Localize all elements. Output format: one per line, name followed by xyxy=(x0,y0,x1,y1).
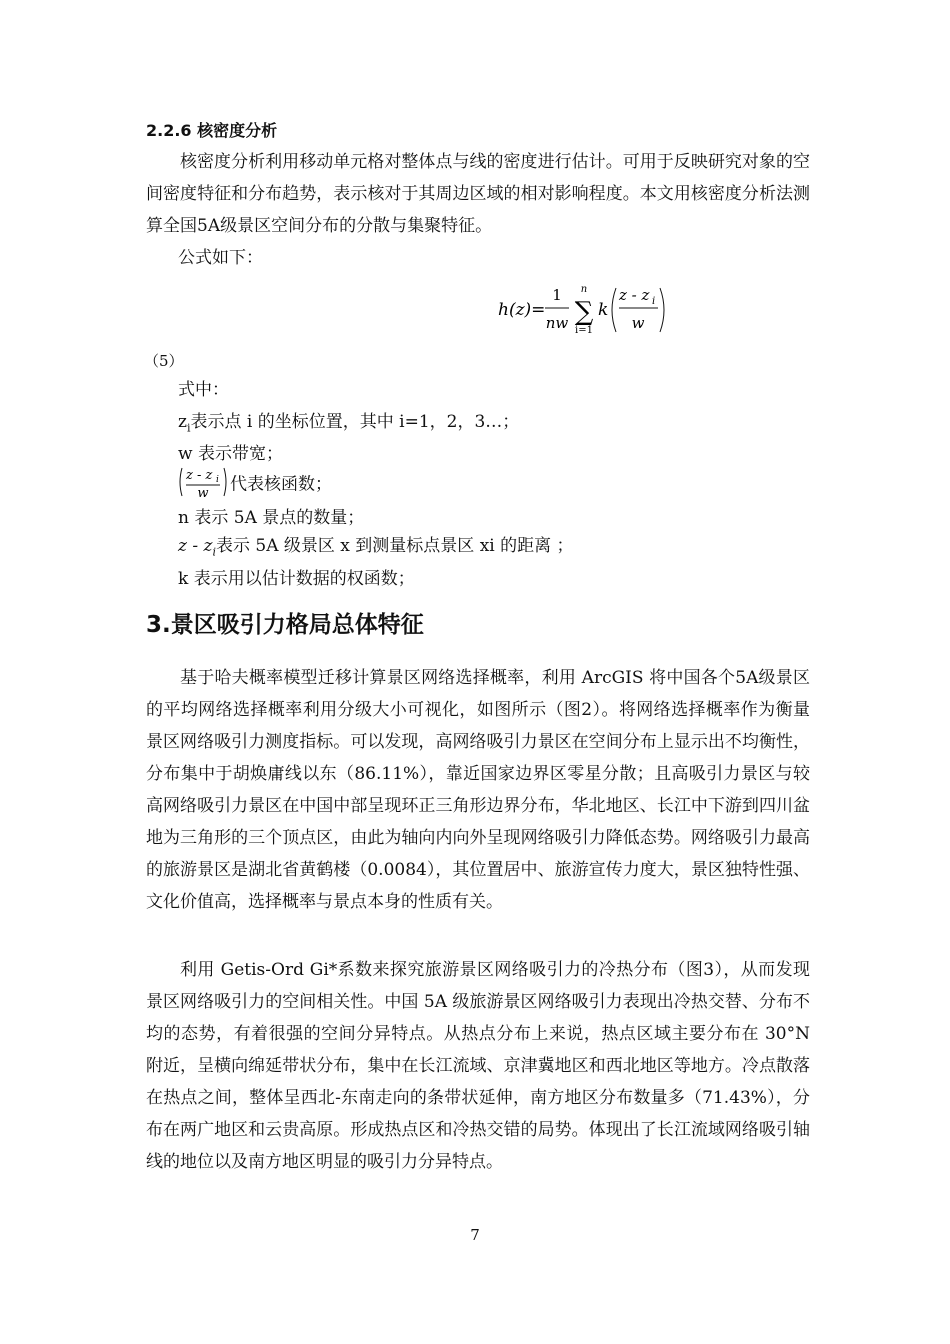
equation-number: （5） xyxy=(144,352,184,370)
formula-svg xyxy=(498,282,678,338)
page-number: 7 xyxy=(470,1226,480,1244)
definition-distance-sub: i xyxy=(212,545,216,559)
formula-kernel: k xyxy=(598,300,609,320)
kernel-den: w xyxy=(197,486,209,498)
definition-kernel-fraction xyxy=(178,466,230,498)
paragraph-1-text: 基于哈夫概率模型迁移计算景区网络选择概率，利用 ArcGIS 将中国各个5A级景区的平均网络选择概率利用分级大小可视化，如图所示（图2）。将网络选择概率作为衡量景区网络吸引力测度指标。可以发现，高网络吸引力景区在空间分布上显示出不均衡性，分布集中于胡焕庸线以东（86.11%），靠近国家边界区零星分散；且高吸引力景区与较高网络吸引力景区在中国中部呈现环正三角形边界分布，华北地区、长江中下游到四川盆地为三角形的三个顶点区，由此为轴向内向外呈现网络吸引力降低态势。网络吸引力最高的旅游景区是湖北省黄鹤楼（0.0084），其位置居中、旅游宣传力度大，景区独特性强、文化价值高，选择概率与景点本身的性质有关。 xyxy=(146,668,810,912)
paragraph-1 xyxy=(146,662,810,918)
definition-n: n 表示 5A 景点的数量； xyxy=(178,508,365,528)
definition-k: k 表示用以估计数据的权函数； xyxy=(178,569,415,589)
definition-distance-var: z - z xyxy=(178,536,213,556)
formula-sum-top: n xyxy=(580,284,588,295)
chapter-heading: 3.景区吸引力格局总体特征 xyxy=(146,612,424,638)
kernel-right-paren xyxy=(224,468,226,496)
formula-inner-den: w xyxy=(631,314,645,332)
formula-sum-bottom: i=1 xyxy=(575,325,593,336)
kernel-sub: i xyxy=(216,475,219,485)
formula-frac-num: 1 xyxy=(552,286,562,304)
definition-w: w 表示带宽； xyxy=(178,444,283,464)
formula-right-paren xyxy=(660,288,664,332)
where-label: 式中： xyxy=(178,380,229,400)
section-heading: 2.2.6 核密度分析 xyxy=(146,121,278,140)
formula-inner-num: z - z xyxy=(619,286,650,304)
definition-kernel-text: 代表核函数； xyxy=(230,474,332,495)
intro-paragraph-text: 核密度分析利用移动单元格对整体点与线的密度进行估计。可用于反映研究对象的空间密度特征和分布趋势，表示核对于其周边区域的相对影响程度。本文用核密度分析法测算全国5A级景区空间分布的分散与集聚特征。 xyxy=(146,152,810,236)
definition-zi-var: z xyxy=(178,412,187,432)
formula-sum-sign: ∑ xyxy=(574,297,594,327)
definition-zi-text: 表示点 i 的坐标位置，其中 i=1，2，3…； xyxy=(190,412,520,432)
paragraph-2-text: 利用 Getis-Ord Gi*系数来探究旅游景区网络吸引力的冷热分布（图3），从而发现景区网络吸引力的空间相关性。中国 5A 级旅游景区网络吸引力表现出冷热交替、分布不均的态势，有着很强的空间分异特点。从热点分布上来说，热点区域主要分布在 30°N 附近，呈横向绵延带状分布，集中在长江流域、京津冀地区和西北地区等地方。冷点散落在热点之间，整体呈西北-东南走向的条带状延伸，南方地区分布数量多（71.43%），分布在两广地区和云贵高原。形成热点区和冷热交错的局势。体现出了长江流域网络吸引轴线的地位以及南方地区明显的吸引力分异特点。 xyxy=(146,960,810,1172)
formula-left-paren xyxy=(612,288,616,332)
definition-distance-text: 表示 5A 级景区 x 到测量标点景区 xi 的距离 ； xyxy=(216,536,574,556)
definition-kernel-fn xyxy=(178,466,332,498)
formula-frac-den: nw xyxy=(545,314,569,332)
kernel-left-paren xyxy=(180,468,182,496)
definition-zi xyxy=(178,410,519,440)
formula-lhs: h(z)= xyxy=(498,300,546,320)
formula-intro: 公式如下： xyxy=(178,248,263,268)
intro-paragraph xyxy=(146,146,810,242)
definition-zi-sub: i xyxy=(186,421,191,435)
paragraph-2 xyxy=(146,954,810,1178)
formula-inner-sub: i xyxy=(652,296,656,307)
definition-distance xyxy=(178,534,574,564)
kernel-num: z - z xyxy=(186,468,213,483)
kernel-density-formula xyxy=(498,282,678,342)
